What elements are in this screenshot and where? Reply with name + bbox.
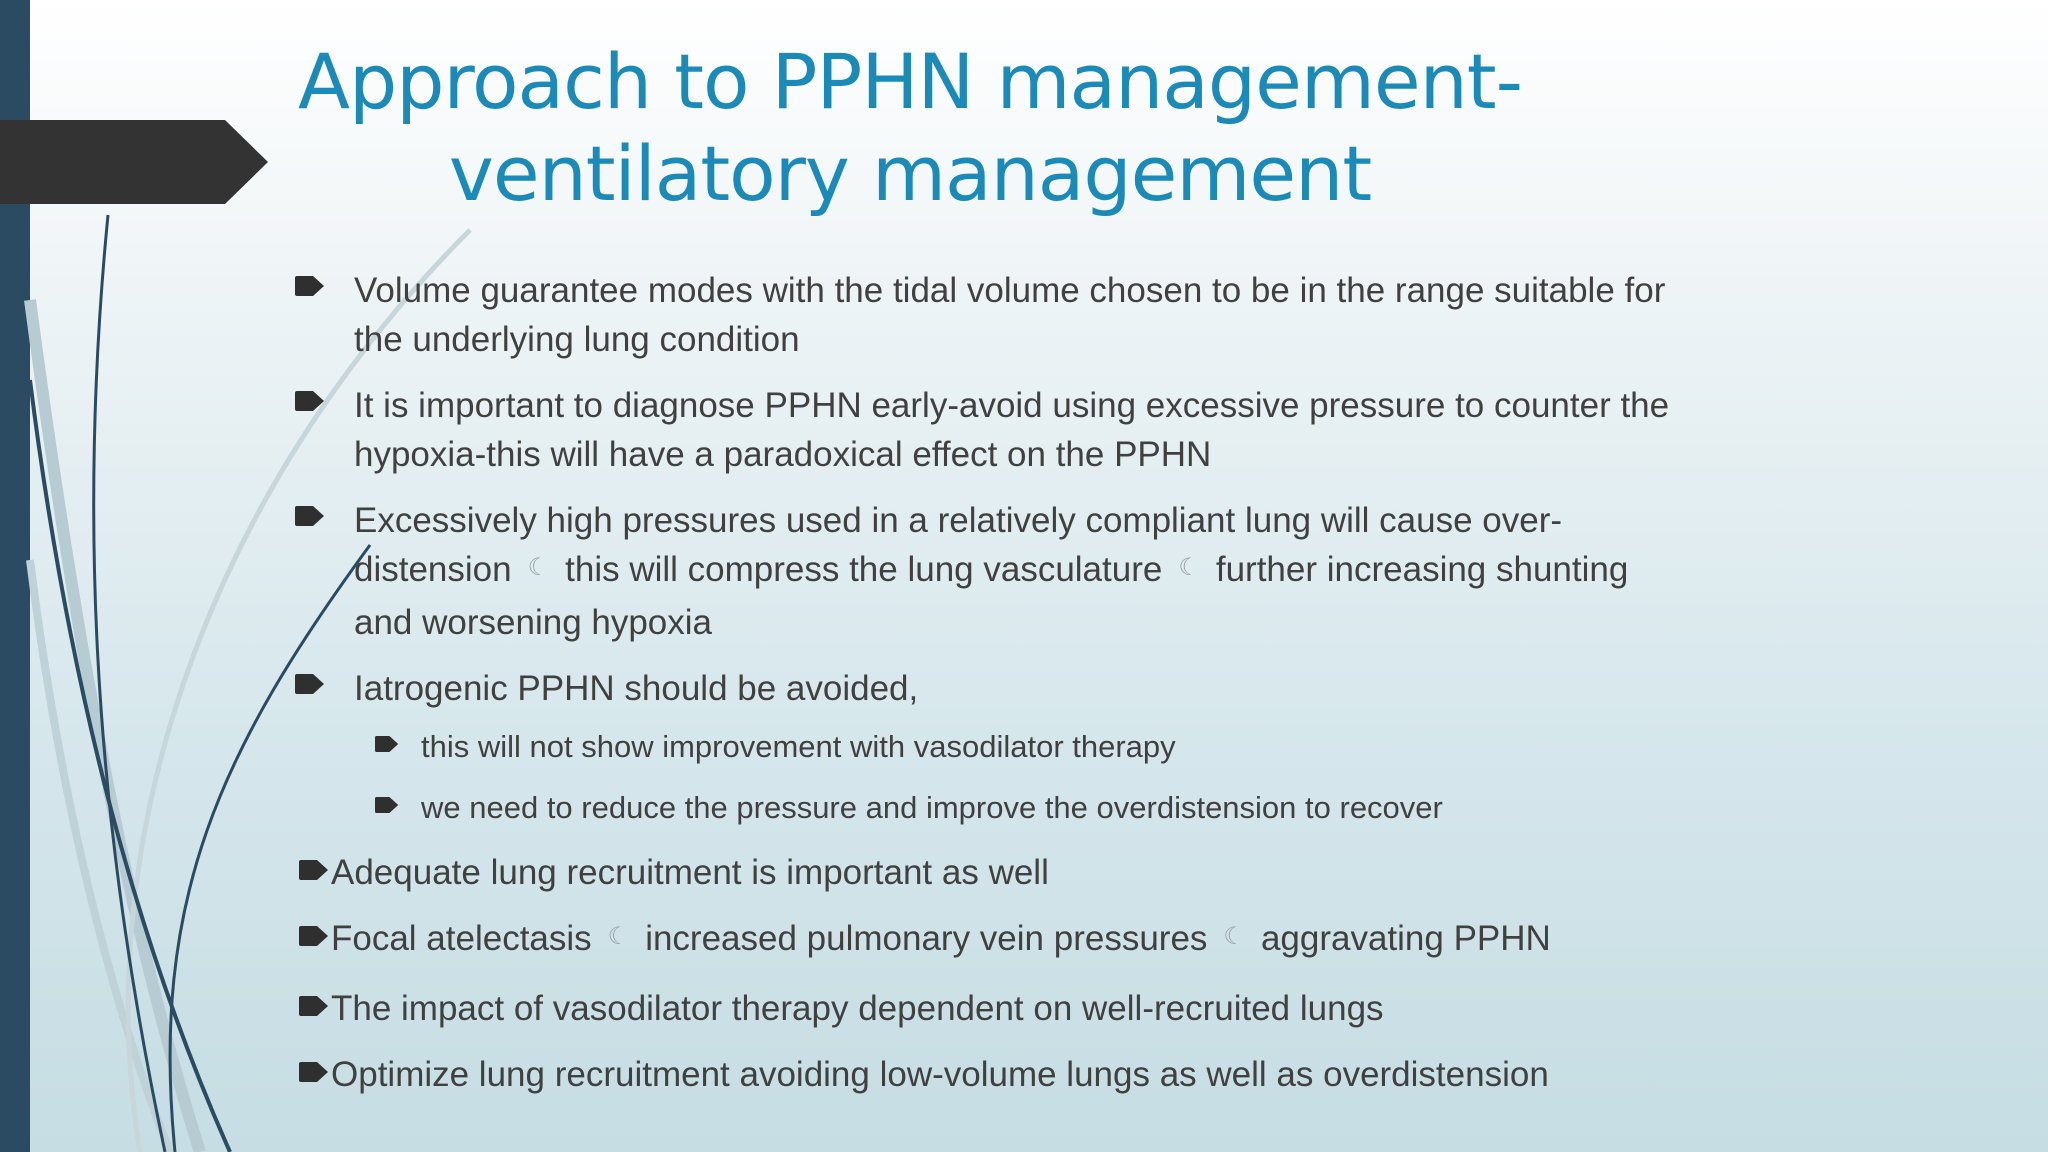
bullet-text: this will compress the lung vasculature [565,550,1163,589]
pointing-arrow-icon [295,672,325,696]
list-item [295,848,1675,897]
bullet-text: increased pulmonary vein pressures [645,919,1208,958]
list-item [295,266,1675,364]
pointing-arrow-icon [299,858,329,882]
list-item [295,984,1675,1033]
bullet-text: Volume guarantee modes with the tidal volume chosen to be in the range suitable for the underlying lung condition [354,271,1666,359]
bullet-text: Adequate lung recruitment is important as well [331,853,1049,892]
list-item [295,381,1675,479]
bullet-text: Excessively high pressures used in a relatively compliant lung will cause over-distension [354,501,1563,589]
pointing-arrow-icon [375,795,399,815]
pointing-arrow-icon [299,924,329,948]
slide-title [180,36,1640,220]
sub-bullet-text: we need to reduce the pressure and improve the overdistension to recover [421,790,1443,825]
crescent-symbol-icon: ☾ [1178,554,1200,581]
bullet-text: The impact of vasodilator therapy dependent on well-recruited lungs [331,989,1384,1028]
sub-list-item [295,787,1675,829]
title-line-2: ventilatory management [448,129,1372,218]
list-item [295,496,1675,647]
pointing-arrow-icon [295,389,325,413]
pointing-arrow-icon [299,994,329,1018]
pointing-arrow-icon [375,734,399,754]
bullet-text: Optimize lung recruitment avoiding low-volume lungs as well as overdistension [331,1055,1549,1094]
bullet-text: Focal atelectasis [331,919,592,958]
sub-list-item [295,726,1675,768]
bullet-text: aggravating PPHN [1260,919,1551,958]
bullet-text: Iatrogenic PPHN should be avoided, [354,669,919,708]
pointing-arrow-icon [295,504,325,528]
title-line-1: Approach to PPHN management- [297,37,1523,126]
crescent-symbol-icon: ☾ [527,554,550,581]
bullet-list [295,266,1675,1116]
list-item [295,664,1675,713]
pointing-arrow-icon [295,274,325,298]
bullet-text: further increasing shunting and worsening hypoxia [354,550,1629,642]
crescent-symbol-icon: ☾ [607,923,630,950]
list-item [295,1050,1675,1099]
pointing-arrow-icon [299,1060,329,1084]
list-item [295,914,1675,967]
bullet-text: It is important to diagnose PPHN early-avoid using excessive pressure to counter the hypoxia-this will have a paradoxical effect on the PPHN [354,386,1670,474]
crescent-symbol-icon: ☾ [1223,923,1245,950]
sub-bullet-text: this will not show improvement with vasodilator therapy [421,729,1176,764]
